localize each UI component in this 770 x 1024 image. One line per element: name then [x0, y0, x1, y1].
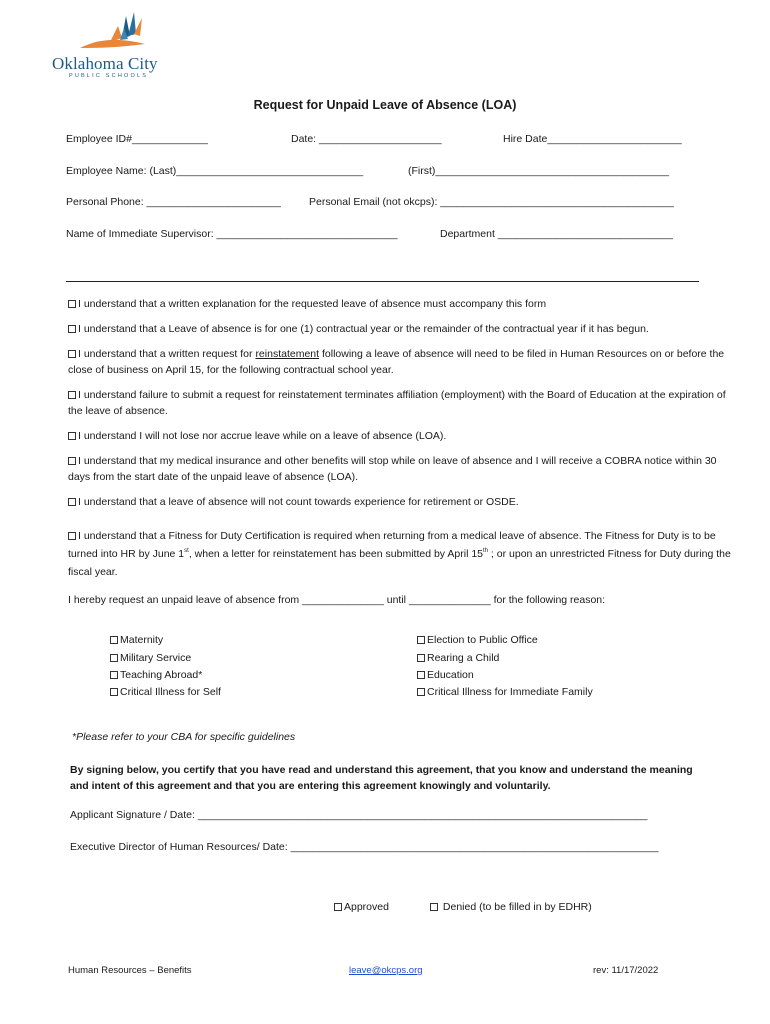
ack-item-accrue-leave[interactable]: I understand I will not lose nor accrue leave while on a leave of absence (LOA).	[68, 428, 732, 444]
checkbox-icon[interactable]	[68, 300, 76, 308]
hire-date-field[interactable]: Hire Date_______________________	[503, 133, 682, 145]
approved-option[interactable]: Approved	[334, 901, 389, 913]
director-signature-line[interactable]: Executive Director of Human Resources/ Date: _______________________________________________________________	[70, 841, 659, 853]
agreement-text: By signing below, you certify that you have read and understand this agreement, that you know and understand the meaning and intent of this agreement and that you are entering this agreement knowingly and voluntarily.	[70, 764, 693, 792]
checkbox-icon[interactable]	[417, 688, 425, 696]
reason-rearing[interactable]: Rearing a Child	[417, 652, 499, 664]
checkbox-icon[interactable]	[68, 457, 76, 465]
checkbox-icon[interactable]	[430, 903, 438, 911]
org-subtitle: PUBLIC SCHOOLS	[69, 73, 149, 79]
reason-critical-family[interactable]: Critical Illness for Immediate Family	[417, 686, 593, 698]
checkbox-icon[interactable]	[68, 350, 76, 358]
checkbox-icon[interactable]	[68, 532, 76, 540]
divider	[66, 281, 699, 282]
reason-critical-self[interactable]: Critical Illness for Self	[110, 686, 221, 698]
employee-id-field[interactable]: Employee ID#_____________	[66, 133, 208, 145]
checkbox-icon[interactable]	[417, 654, 425, 662]
footer-revision: rev: 11/17/2022	[593, 965, 659, 976]
ack-item-fitness[interactable]: I understand that a Fitness for Duty Certification is required when returning from a medical leave of absence. The Fitness for Duty is to be turned into HR by June 1st, when a letter for reinstatement has been submitted by April 15th ; or upon an unrestricted Fitness for Duty during the fiscal year.	[68, 530, 731, 578]
ack-item-one-year[interactable]: I understand that a Leave of absence is for one (1) contractual year or the remainder of the contractual year if it has begun.	[68, 321, 732, 337]
supervisor-field[interactable]: Name of Immediate Supervisor: _______________________________	[66, 228, 398, 240]
reason-military[interactable]: Military Service	[110, 652, 191, 664]
page-title: Request for Unpaid Leave of Absence (LOA)	[253, 98, 517, 112]
denied-option[interactable]: Denied (to be filled in by EDHR)	[430, 901, 592, 913]
checkbox-icon[interactable]	[334, 903, 342, 911]
bird-logo-icon	[80, 12, 145, 48]
ack-item-retirement[interactable]: I understand that a leave of absence will not count towards experience for retirement or OSDE.	[68, 494, 732, 510]
checkbox-icon[interactable]	[68, 325, 76, 333]
checkbox-icon[interactable]	[417, 671, 425, 679]
department-field[interactable]: Department ______________________________	[440, 228, 673, 240]
cba-note: *Please refer to your CBA for specific guidelines	[72, 731, 296, 743]
checkbox-icon[interactable]	[68, 391, 76, 399]
checkbox-icon[interactable]	[110, 671, 118, 679]
reason-education[interactable]: Education	[417, 669, 474, 681]
ack-item-termination[interactable]: I understand failure to submit a request for reinstatement terminates affiliation (employment) with the Board of Education at the expiration of the leave of absence.	[68, 389, 726, 417]
reason-maternity[interactable]: Maternity	[110, 634, 163, 646]
checkbox-icon[interactable]	[68, 432, 76, 440]
org-name: Oklahoma City	[52, 54, 158, 73]
footer-email-link[interactable]: leave@okcps.org	[349, 965, 423, 976]
employee-first-name-field[interactable]: (First)________________________________________	[408, 165, 669, 177]
personal-email-field[interactable]: Personal Email (not okcps): ________________________________________	[309, 196, 674, 208]
personal-phone-field[interactable]: Personal Phone: _______________________	[66, 196, 281, 208]
checkbox-icon[interactable]	[68, 498, 76, 506]
checkbox-icon[interactable]	[110, 636, 118, 644]
footer-department: Human Resources – Benefits	[68, 965, 192, 976]
date-field[interactable]: Date: _____________________	[291, 133, 442, 145]
checkbox-icon[interactable]	[110, 654, 118, 662]
reason-election[interactable]: Election to Public Office	[417, 634, 538, 646]
ack-item-benefits[interactable]: I understand that my medical insurance and other benefits will stop while on leave of absence and I will receive a COBRA notice within 30 days from the start date of the unpaid leave of absence (LOA).	[68, 455, 717, 483]
ack-item-reinstatement[interactable]: I understand that a written request for reinstatement following a leave of absence will need to be filed in Human Resources on or before the close of business on April 15, for the following contractual school year.	[68, 348, 725, 376]
applicant-signature-line[interactable]: Applicant Signature / Date: _____________________________________________________________________________	[70, 809, 648, 821]
checkbox-icon[interactable]	[110, 688, 118, 696]
leave-dates-line[interactable]: I hereby request an unpaid leave of absence from ______________ until ______________ for the following reason:	[68, 594, 606, 606]
checkbox-icon[interactable]	[417, 636, 425, 644]
employee-last-name-field[interactable]: Employee Name: (Last)________________________________	[66, 165, 364, 177]
reason-teaching-abroad[interactable]: Teaching Abroad*	[110, 669, 202, 681]
ack-item-explanation[interactable]: I understand that a written explanation for the requested leave of absence must accompany this form	[68, 296, 732, 312]
